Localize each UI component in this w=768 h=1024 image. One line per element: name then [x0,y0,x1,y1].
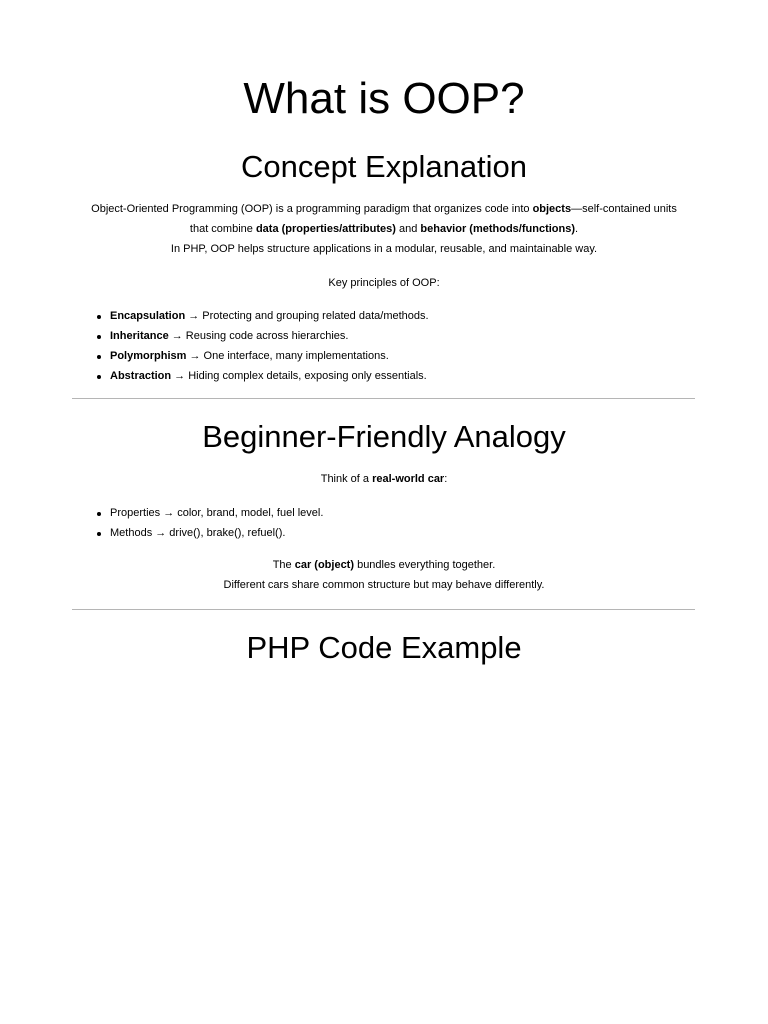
principle-desc: → Protecting and grouping related data/methods. [185,310,429,322]
analogy-summary-line-2: Different cars share common structure but may behave differently. [223,579,545,591]
summary-text: bundles everything together. [354,559,496,571]
concept-intro-line-3: In PHP, OOP helps structure applications in a modular, reusable, and maintainable way. [170,243,598,255]
concept-intro-line-2 [0,219,768,239]
page-title: What is OOP? [243,74,525,123]
intro-text: . [575,223,579,235]
list-item [92,306,429,326]
intro-bold-data: data (properties/attributes) [255,223,396,235]
key-principles-label: Key principles of OOP: [328,277,440,289]
principle-term: Polymorphism [110,350,187,362]
analogy-text: Think of a [320,473,373,485]
list-item [92,346,429,366]
list-item: Properties → color, brand, model, fuel level. [92,503,323,523]
list-item [92,326,429,346]
intro-text: —self-contained units [571,203,677,215]
summary-bold-object: car (object) [294,559,355,571]
analogy-summary-line-1 [0,555,768,575]
intro-text: and [395,223,421,235]
intro-text: Object-Oriented Programming (OOP) is a programming paradigm that organizes code into [91,203,533,215]
section-divider [72,398,695,399]
intro-bold-objects: objects [532,203,572,215]
principle-term: Encapsulation [110,310,186,322]
intro-bold-behavior: behavior (methods/functions) [420,223,576,235]
concept-heading: Concept Explanation [240,149,528,184]
concept-intro-line-1 [0,199,768,219]
principle-term: Abstraction [110,370,172,382]
intro-text: that combine [189,223,256,235]
list-item: Methods → drive(), brake(), refuel(). [92,523,323,543]
principles-list [92,306,429,386]
analogy-heading: Beginner-Friendly Analogy [202,419,566,454]
analogy-text: : [444,473,448,485]
principle-term: Inheritance [110,330,169,342]
analogy-list [92,503,323,543]
principle-desc: → Reusing code across hierarchies. [168,330,349,342]
principle-desc: → One interface, many implementations. [186,350,389,362]
principle-desc: → Hiding complex details, exposing only essentials. [171,370,427,382]
code-heading: PHP Code Example [246,630,522,665]
list-item [92,366,429,386]
section-divider [72,609,695,610]
summary-text: The [272,559,295,571]
analogy-bold-car: real-world car [372,473,445,485]
analogy-intro [0,469,768,489]
